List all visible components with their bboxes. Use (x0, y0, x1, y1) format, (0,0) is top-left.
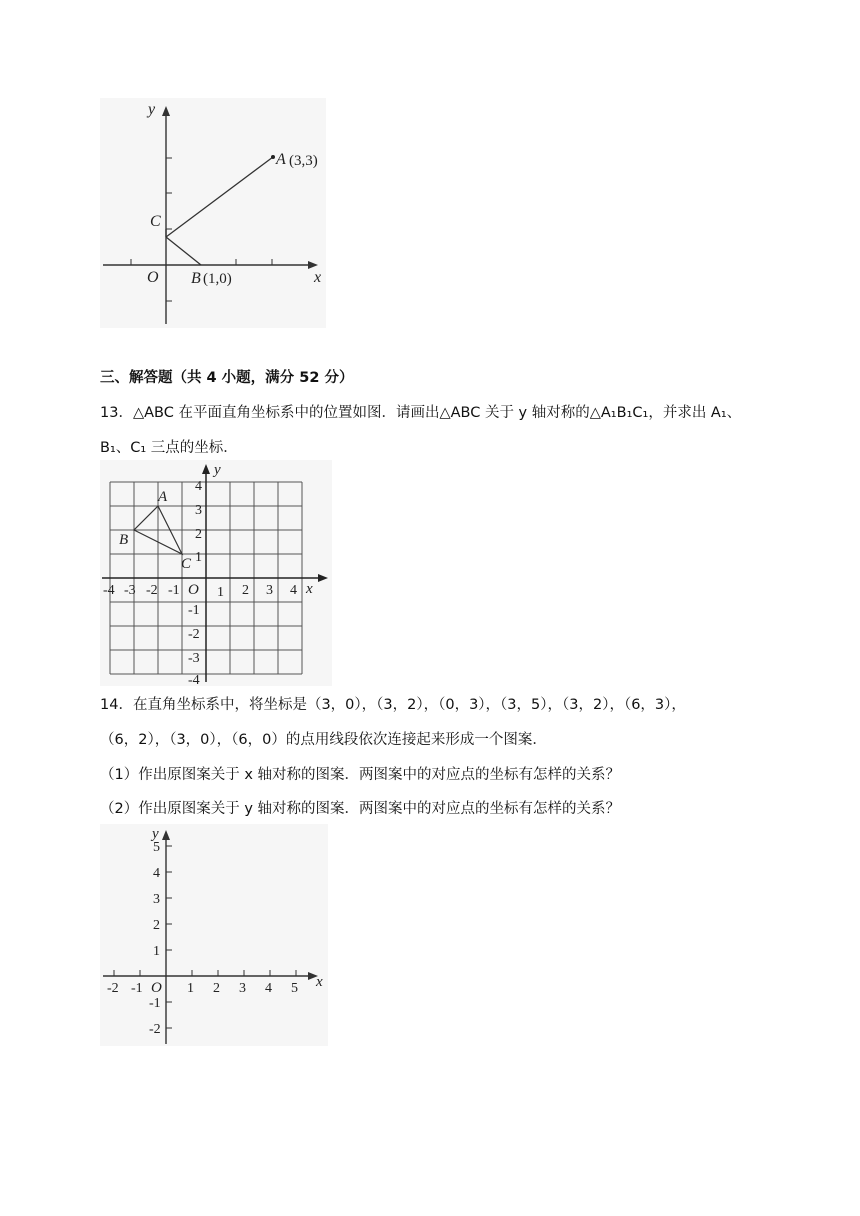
figure-3-x-tick: 5 (291, 981, 298, 996)
figure-1-y-label: y (148, 101, 156, 118)
figure-1-x-label: x (314, 269, 322, 286)
figure-2-x-tick: -4 (103, 583, 115, 598)
figure-3-y-tick: 2 (153, 918, 160, 933)
figure-1-origin-label: O (147, 269, 159, 286)
figure-3-y-tick: 5 (153, 840, 160, 855)
point-A-coords: (3,3) (289, 153, 318, 169)
figure-3-origin-label: O (151, 980, 162, 996)
figure-3-empty-axes (100, 824, 328, 1046)
point-C-label: C (150, 213, 161, 230)
figure-2-y-tick: -3 (188, 651, 200, 666)
figure-2-x-tick: -2 (146, 583, 158, 598)
figure-1-coordinate-plane (100, 98, 326, 328)
figure-3-y-tick: 4 (153, 866, 160, 881)
figure-3-y-label: y (152, 826, 159, 842)
q14-line-2: （6，2），（3，0），（6，0）的点用线段依次连接起来形成一个图案． (100, 732, 547, 748)
figure-2-x-tick: 1 (217, 585, 224, 600)
figure-2-x-tick: 3 (266, 583, 273, 598)
figure-3-y-tick: -2 (149, 1022, 161, 1037)
figure-3-y-tick: -1 (149, 996, 161, 1011)
q14-line-1: 14．在直角坐标系中，将坐标是（3，0），（3，2），（0，3），（3，5），（3，2），（6，3）， (100, 697, 686, 713)
q13-line-2: B₁、C₁ 三点的坐标． (100, 440, 238, 456)
figure-2-x-label: x (306, 581, 313, 597)
figure-2-grid-triangle (100, 460, 332, 686)
q13-line-1: 13．△ABC 在平面直角坐标系中的位置如图．请画出△ABC 关于 y 轴对称的△A₁B₁C₁，并求出 A₁、 (100, 405, 742, 421)
figure-2-x-tick: 4 (290, 583, 297, 598)
figure-2-x-tick: -3 (124, 583, 136, 598)
figure-3-x-tick: 2 (213, 981, 220, 996)
q14-part-1: （1）作出原图案关于 x 轴对称的图案．两图案中的对应点的坐标有怎样的关系？ (100, 767, 621, 783)
figure-3-y-tick: 1 (153, 944, 160, 959)
figure-2-x-tick: -1 (168, 583, 180, 598)
figure-3-x-tick: 4 (265, 981, 272, 996)
figure-3-x-label: x (316, 974, 323, 990)
figure-2-point-B-label: B (119, 532, 129, 548)
figure-2-y-tick: 1 (195, 550, 202, 565)
point-A-label: A (276, 151, 286, 168)
point-B-label: B (191, 270, 201, 287)
figure-2-point-C-label: C (181, 556, 192, 572)
figure-2-y-tick: -2 (188, 627, 200, 642)
figure-2-y-tick: 2 (195, 527, 202, 542)
figure-2-point-A-label: A (158, 489, 168, 505)
point-B-coords: (1,0) (203, 271, 232, 287)
figure-2-origin-label: O (188, 582, 199, 598)
figure-3-x-tick: 3 (239, 981, 246, 996)
figure-3-x-tick: 1 (187, 981, 194, 996)
point-A-dot (271, 155, 275, 159)
figure-3-y-tick: 3 (153, 892, 160, 907)
figure-2-y-tick: -1 (188, 603, 200, 618)
q14-part-2: （2）作出原图案关于 y 轴对称的图案．两图案中的对应点的坐标有怎样的关系？ (100, 801, 621, 817)
figure-2-y-tick: -4 (188, 673, 200, 686)
figure-2-y-tick: 4 (195, 479, 202, 494)
figure-3-x-tick: -1 (131, 981, 143, 996)
section-heading: 三、解答题（共 4 小题，满分 52 分） (100, 370, 354, 386)
figure-3-svg (100, 824, 328, 1046)
figure-2-y-tick: 3 (195, 503, 202, 518)
figure-2-y-label: y (214, 462, 221, 478)
figure-2-x-tick: 2 (242, 583, 249, 598)
figure-2-svg (100, 460, 332, 686)
figure-3-x-tick: -2 (107, 981, 119, 996)
figure-1-svg (100, 98, 326, 328)
